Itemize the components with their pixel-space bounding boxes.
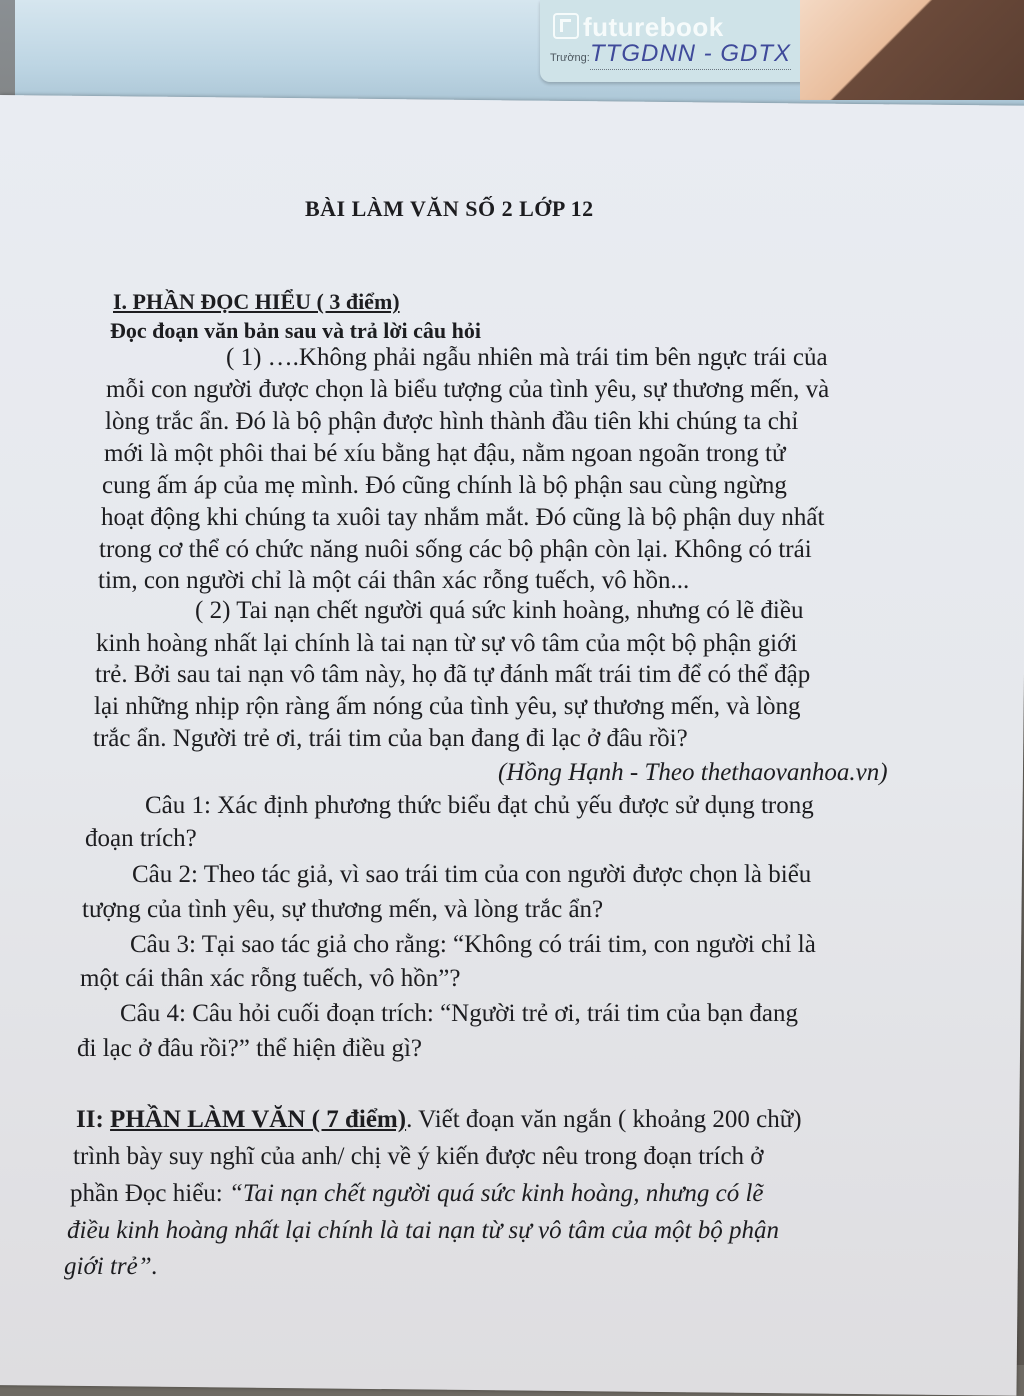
school-label: Trường: bbox=[550, 52, 590, 64]
section2-prefix: II: bbox=[76, 1106, 111, 1133]
question-line: Câu 2: Theo tác giả, vì sao trái tim của con người được chọn là biểu bbox=[132, 861, 812, 888]
section2-heading: PHẦN LÀM VĂN ( 7 điểm) bbox=[110, 1106, 407, 1133]
section2-quote-end: giới trẻ”. bbox=[64, 1253, 158, 1280]
passage-line: cung ấm áp của mẹ mình. Đó cũng chính là bộ phận sau cùng ngừng bbox=[102, 472, 787, 499]
section2-line: trình bày suy nghĩ của anh/ chị về ý kiến được nêu trong đoạn trích ở bbox=[73, 1143, 764, 1170]
question-line: một cái thân xác rỗng tuếch, vô hồn”? bbox=[80, 965, 461, 992]
section2-instruction: . Viết đoạn văn ngắn ( khoảng 200 chữ) bbox=[406, 1106, 802, 1133]
question-line: đoạn trích? bbox=[85, 825, 197, 852]
passage-line: trẻ. Bởi sau tai nạn vô tâm này, họ đã tự đánh mất trái tim để có thể đập bbox=[95, 661, 811, 688]
passage-line: trắc ẩn. Người trẻ ơi, trái tim của bạn đang đi lạc ở đâu rồi? bbox=[93, 725, 688, 752]
passage-line: tim, con người chỉ là một cái thân xác rỗng tuếch, vô hồn... bbox=[98, 567, 690, 594]
section2-line3 bbox=[70, 1181, 764, 1206]
question-line: tượng của tình yêu, sự thương mến, và lòng trắc ẩn? bbox=[82, 896, 604, 923]
passage-line: mỗi con người được chọn là biểu tượng của tình yêu, sự thương mến, và bbox=[106, 376, 830, 403]
question-line: Câu 3: Tại sao tác giả cho rằng: “Không có trái tim, con người chỉ là bbox=[130, 931, 816, 958]
question-line: Câu 4: Câu hỏi cuối đoạn trích: “Người trẻ ơi, trái tim của bạn đang bbox=[120, 1000, 799, 1027]
passage-line: kinh hoàng nhất lại chính là tai nạn từ sự vô tâm của một bộ phận giới bbox=[96, 630, 798, 657]
section2-line3-plain: phần Đọc hiểu: bbox=[70, 1180, 229, 1207]
passage-line: ( 1) ….Không phải ngẫu nhiên mà trái tim bên ngực trái của bbox=[226, 344, 828, 371]
section1-heading: I. PHẦN ĐỌC HIỂU ( 3 điểm) bbox=[113, 289, 400, 314]
brand-name: futurebook bbox=[583, 12, 724, 42]
passage-line: hoạt động khi chúng ta xuôi tay nhắm mắt. Đó cũng là bộ phận duy nhất bbox=[101, 504, 825, 531]
question-line: đi lạc ở đâu rồi?” thể hiện điều gì? bbox=[77, 1035, 423, 1062]
passage-line: trong cơ thể có chức năng nuôi sống các bộ phận còn lại. Không có trái bbox=[99, 536, 812, 563]
section2-line1 bbox=[76, 1107, 802, 1132]
section1-instruction: Đọc đoạn văn bản sau và trả lời câu hỏi bbox=[110, 318, 481, 343]
passage-line: ( 2) Tai nạn chết người quá sức kinh hoàng, nhưng có lẽ điều bbox=[195, 597, 804, 624]
section2-quote-start: “Tai nạn chết người quá sức kinh hoàng, nhưng có lẽ bbox=[228, 1180, 764, 1207]
passage-source: (Hồng Hạnh - Theo thethaovanhoa.vn) bbox=[498, 759, 888, 786]
school-value: TTGDNN - GDTX bbox=[590, 40, 791, 70]
passage-line: lại những nhịp rộn ràng ấm nóng của tình yêu, sự thương mến, và lòng bbox=[94, 693, 801, 720]
document-title: BÀI LÀM VĂN SỐ 2 LỚP 12 bbox=[305, 196, 594, 221]
question-line: Câu 1: Xác định phương thức biểu đạt chủ yếu được sử dụng trong bbox=[145, 792, 814, 819]
passage-line: mới là một phôi thai bé xíu bằng hạt đậu, nằm ngoan ngoãn trong tử bbox=[104, 440, 786, 467]
section2-quote-line: điều kinh hoàng nhất lại chính là tai nạn từ sự vô tâm của một bộ phận bbox=[67, 1217, 779, 1244]
passage-line: lòng trắc ẩn. Đó là bộ phận được hình thành đầu tiên khi chúng ta chỉ bbox=[105, 408, 799, 435]
